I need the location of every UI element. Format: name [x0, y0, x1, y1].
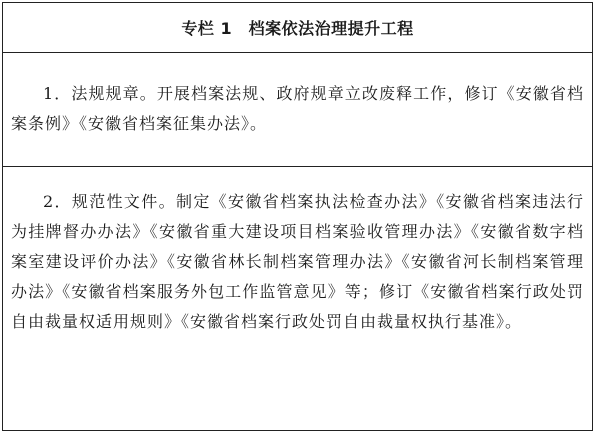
- item-row-regulations: [3, 53, 592, 167]
- column-title: 专栏 1 档案依法治理提升工程: [181, 19, 414, 38]
- column-box: [2, 2, 593, 431]
- item-text-normative-documents: 2．规范性文件。制定《安徽省档案执法检查办法》《安徽省档案违法行为挂牌督办办法》《安徽省重大建设项目档案验收管理办法》《安徽省数字档案室建设评价办法》《安徽省林长制档案管理办法》《安徽省河长制档案管理办法》《安徽省档案服务外包工作监管意见》等；修订《安徽省档案行政处罚自由裁量权适用规则》《安徽省档案行政处罚自由裁量权执行基准》。: [11, 192, 584, 331]
- item-row-normative-documents: [3, 167, 592, 430]
- column-header: [3, 3, 592, 53]
- item-text-regulations: 1．法规规章。开展档案法规、政府规章立改废释工作，修订《安徽省档案条例》《安徽省档案征集办法》。: [11, 84, 584, 133]
